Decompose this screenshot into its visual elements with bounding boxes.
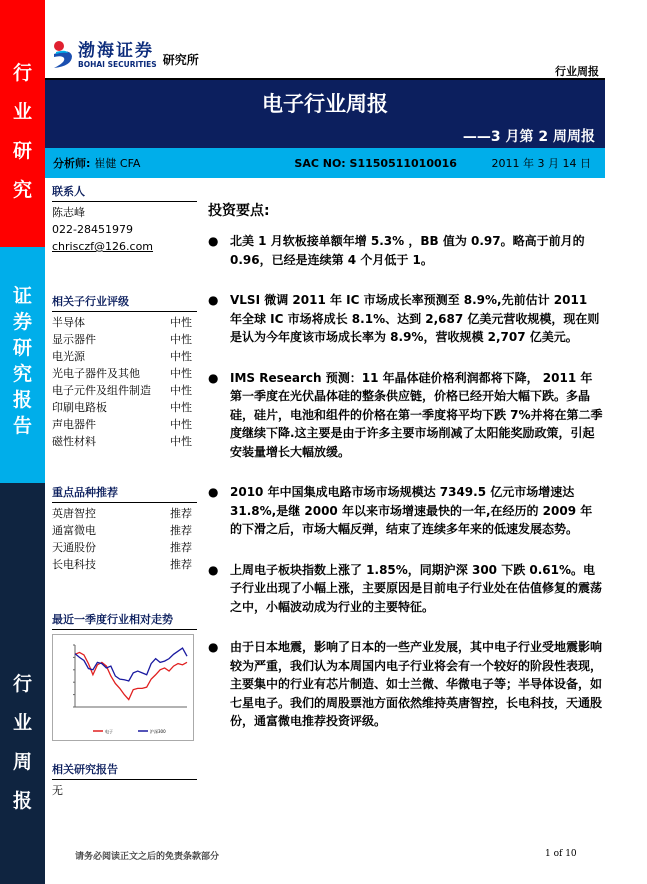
table-row [52,399,197,416]
info-bar [45,148,605,178]
key-point-item [208,638,603,731]
logo-cn: 渤海证券 [78,40,154,61]
table-row [52,433,197,450]
side-char: 告 [12,415,32,437]
row-rating: 推荐 [170,541,192,554]
key-points-heading: 投资要点: [208,203,270,219]
title-banner [45,80,605,148]
side-char: 券 [12,311,32,333]
key-point-item [208,291,603,347]
left-column [52,183,197,799]
report-type: 行业周报 [555,65,599,78]
key-point-item [208,561,603,617]
side-band [0,0,45,884]
contact-name: 陈志峰 [52,206,85,219]
row-name: 电子元件及组件制造 [52,384,151,397]
key-point-text: 由于日本地震，影响了日本的一些产业发展，其中电子行业受地震影响较为严重，我们认为本周国内电子行业将会有一个较好的阶段性表现，主要集中的行业有芯片制造、如士兰微、华微电子等；半导体设备，如七星电子。我们的周股票池方面依然维持英唐智控，长电科技，天通股份，通富微电推荐投资评级。 [230,640,603,728]
row-rating: 推荐 [170,507,192,520]
row-name: 长电科技 [52,558,96,571]
sub-ratings-table [52,314,197,450]
analyst-label: 分析师: [53,157,91,170]
analyst-name: 崔健 CFA [94,157,141,170]
row-name: 通富微电 [52,524,96,537]
row-rating: 中性 [170,350,192,363]
side-char: 证 [12,285,32,307]
bullet-icon: ● [208,562,219,577]
contact-email-link[interactable]: chrisczf@126.com [52,240,154,253]
row-name: 英唐智控 [52,507,96,520]
row-rating: 中性 [170,367,192,380]
key-point-text: 北美 1 月软板接单额年增 5.3% ，BB 值为 0.97。略高于前月的 0.96，已经是连续第 4 个月低于 1。 [230,234,585,267]
row-name: 显示器件 [52,333,96,346]
row-rating: 中性 [170,384,192,397]
report-title: 电子行业周报 [262,91,388,116]
row-name: 声电器件 [52,418,96,431]
side-char: 报 [12,790,32,812]
row-rating: 推荐 [170,524,192,537]
picks-table [52,505,197,573]
side-char: 究 [12,179,32,201]
key-points-list [208,232,603,731]
contact-phone: 022-28451979 [52,223,133,236]
contact-heading: 联系人 [52,183,197,202]
row-name: 光电子器件及其他 [52,367,140,380]
legend-label: 电子 [105,729,113,734]
legend-label: 沪深300 [150,729,166,734]
key-point-item [208,483,603,539]
row-rating: 中性 [170,316,192,329]
bullet-icon: ● [208,485,219,499]
page-number: 1 of 10 [545,849,577,859]
row-rating: 推荐 [170,558,192,571]
bohai-logo [52,40,199,70]
side-char: 行 [12,673,32,695]
key-point-text: 2010 年中国集成电路市场市场规模达 7349.5 亿元市场增速达 31.8%,是继 2000 年以来市场增速最快的一年,在经历的 2009 年的下滑之后，市场大幅反弹，结束了连续多年来的低速发展态势。 [230,485,593,536]
main-content [208,200,603,753]
logo-en: BOHAI SECURITIES [78,59,157,69]
key-point-item [208,232,603,269]
side-char: 报 [12,389,32,411]
row-name: 天通股份 [52,541,96,554]
key-point-text: IMS Research 预测：11 年晶体硅价格利润都将下降， 2011 年第一季度在光伏晶体硅的整条供应链，价格已经开始大幅下跌。多晶硅，硅片，电池和组件的价格在第一季度将平均下跌 7%并将在第二季度继续下降.这主要是由于许多主要市场削减了太阳能奖励政策，引起安装量增长大幅放缓。 [230,370,603,459]
table-row [52,505,197,522]
picks-heading: 重点品种推荐 [52,484,197,503]
trend-chart-svg [53,635,193,740]
table-row [52,331,197,348]
institute-label: 研究所 [162,52,199,67]
side-band-weekly [0,483,45,884]
table-row [52,556,197,573]
bullet-icon: ● [208,293,219,307]
side-band-industry-research [0,0,45,247]
bullet-icon: ● [208,640,219,654]
bullet-icon: ● [208,370,219,385]
side-band-securities-report [0,247,45,483]
logo-mark-icon [52,40,74,70]
row-rating: 中性 [170,418,192,431]
series-line-1 [75,648,187,681]
side-char: 业 [12,712,32,734]
row-name: 电光源 [52,350,85,363]
bullet-icon: ● [208,234,219,248]
relative-trend-chart [52,634,194,741]
row-rating: 中性 [170,333,192,346]
side-char: 行 [12,62,32,84]
related-reports-value: 无 [52,784,63,797]
report-subtitle: ——3 月第 2 周周报 [462,129,595,145]
row-name: 印刷电路板 [52,401,107,414]
related-reports-heading: 相关研究报告 [52,761,197,780]
key-point-text: 上周电子板块指数上涨了 1.85%，同期沪深 300 下跌 0.61%。电子行业出现了小幅上涨，主要原因是目前电子行业处在估值修复的震荡之中，小幅波动成为行业的主要特征。 [230,562,603,614]
side-char: 究 [12,363,32,385]
table-row [52,314,197,331]
footer-disclaimer: 请务必阅读正文之后的免责条款部分 [75,852,220,862]
table-row [52,416,197,433]
row-name: 磁性材料 [52,435,96,448]
row-rating: 中性 [170,401,192,414]
sac-number: SAC NO: S1150511010016 [294,156,457,170]
side-char: 周 [12,751,32,773]
table-row [52,348,197,365]
row-name: 半导体 [52,316,85,329]
sub-ratings-heading: 相关子行业评级 [52,293,197,312]
side-char: 研 [12,140,32,162]
side-char: 业 [12,101,32,123]
report-date: 2011 年 3 月 14 日 [491,157,591,170]
side-char: 研 [12,337,32,359]
table-row [52,539,197,556]
key-point-item [208,369,603,462]
table-row [52,365,197,382]
table-row [52,382,197,399]
table-row [52,522,197,539]
key-point-text: VLSI 微调 2011 年 IC 市场成长率预测至 8.9%,先前估计 2011 年全球 IC 市场将成长 8.1%、达到 2,687 亿美元营收规模，现在则是认为今年度该市场成长率为 8.9%，营收规模 2,707 亿美元。 [230,293,600,344]
trend-heading: 最近一季度行业相对走势 [52,611,197,630]
row-rating: 中性 [170,435,192,448]
